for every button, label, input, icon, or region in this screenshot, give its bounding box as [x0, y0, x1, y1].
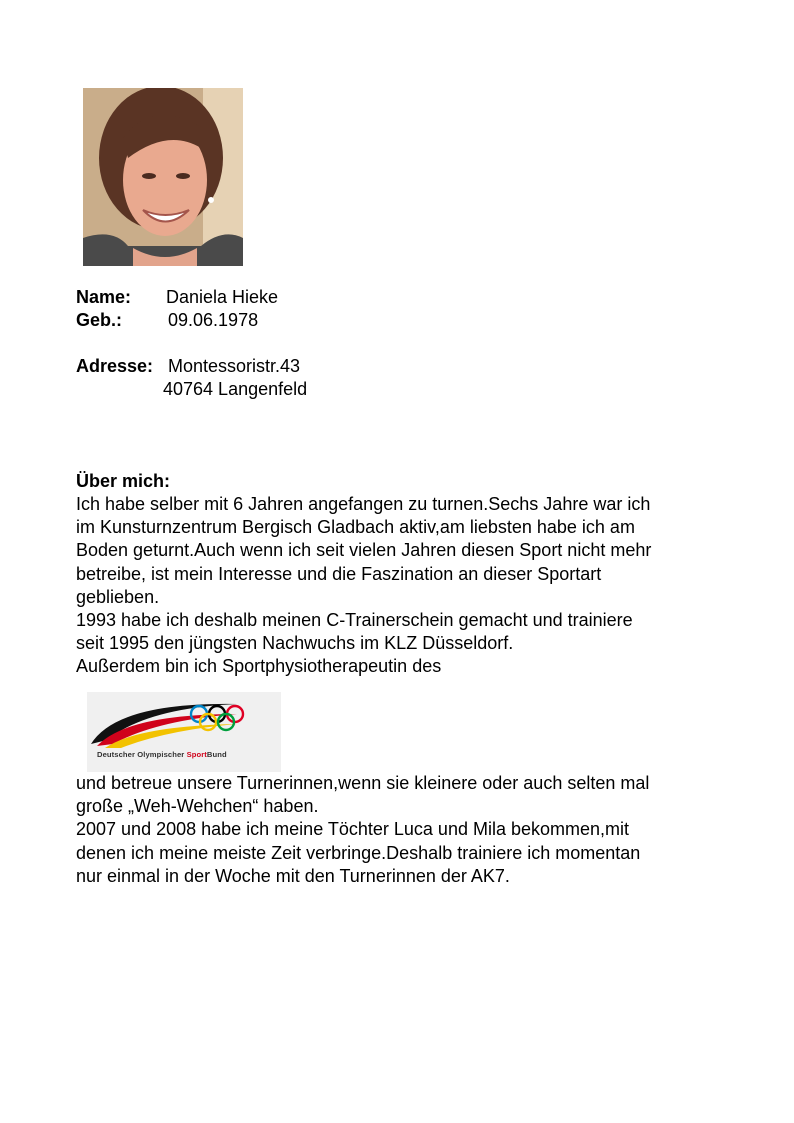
logo-text-part3: Bund — [206, 750, 227, 759]
paragraph-line: große „Weh-Wehchen“ haben. — [76, 796, 319, 817]
birth-label: Geb.: — [76, 310, 123, 330]
paragraph-line: 2007 und 2008 habe ich meine Töchter Luca und Mila bekommen,mit — [76, 819, 630, 840]
address-line2: 40764 Langenfeld — [163, 379, 308, 399]
about-heading: Über mich: — [76, 471, 171, 491]
paragraph-line: seit 1995 den jüngsten Nachwuchs im KLZ Düsseldorf. — [76, 633, 514, 654]
paragraph-line: Ich habe selber mit 6 Jahren angefangen zu turnen.Sechs Jahre war ich — [76, 494, 651, 514]
logo-caption — [97, 750, 227, 759]
paragraph-line: denen ich meine meiste Zeit verbringe.Deshalb trainiere ich momentan — [76, 842, 641, 863]
paragraph-line: nur einmal in der Woche mit den Turnerinnen der AK7. — [76, 865, 510, 886]
paragraph-line: geblieben. — [76, 586, 160, 607]
about-heading-row — [76, 470, 170, 493]
paragraph-line: Außerdem bin ich Sportphysiotherapeutin des — [76, 656, 442, 677]
logo-text-part1: Deutscher Olympischer — [97, 750, 187, 759]
address-row — [76, 355, 153, 378]
name-label: Name: — [76, 287, 132, 307]
paragraph-line: und betreue unsere Turnerinnen,wenn sie kleinere oder auch selten mal — [76, 773, 650, 793]
address-label: Adresse: — [76, 356, 154, 376]
logo-text-part2: Sport — [186, 750, 207, 759]
about-paragraph-1 — [76, 493, 726, 679]
address-line1: Montessoristr.43 — [168, 356, 301, 376]
portrait-photo — [83, 88, 243, 266]
about-paragraph-2 — [76, 772, 726, 888]
name-value: Daniela Hieke — [166, 287, 279, 307]
paragraph-line: im Kunsturnzentrum Bergisch Gladbach aktiv,am liebsten habe ich am — [76, 517, 635, 538]
paragraph-line: betreibe, ist mein Interesse und die Faszination an dieser Sportart — [76, 563, 602, 584]
birth-row — [76, 309, 122, 332]
paragraph-line: 1993 habe ich deshalb meinen C-Trainerschein gemacht und trainiere — [76, 610, 633, 631]
name-row — [76, 286, 131, 309]
dosb-logo — [87, 692, 281, 772]
birth-value: 09.06.1978 — [168, 310, 259, 330]
paragraph-line: Boden geturnt.Auch wenn ich seit vielen Jahren diesen Sport nicht mehr — [76, 540, 652, 561]
